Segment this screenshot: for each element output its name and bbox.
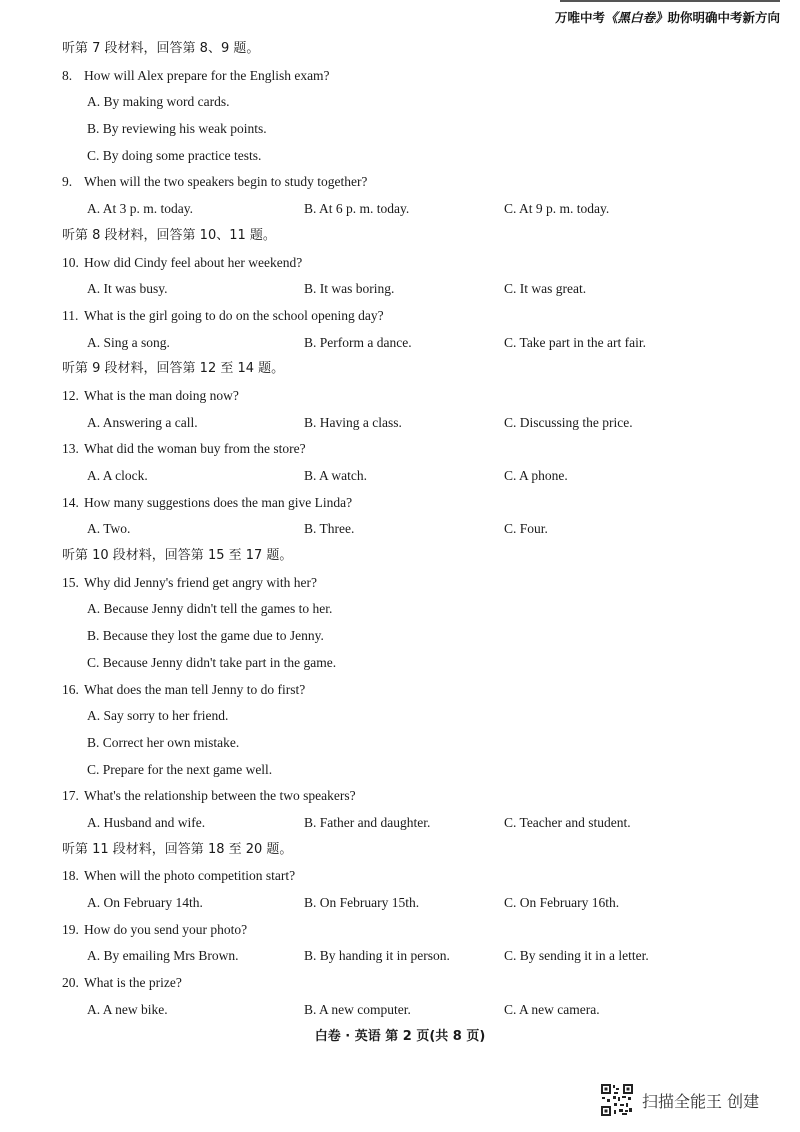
answer-option-b: B. On February 15th. (304, 895, 420, 910)
question (62, 677, 762, 704)
answer-option: A. Because Jenny didn't tell the games to her. (87, 601, 333, 617)
answer-option: B. Because they lost the game due to Jenny. (87, 628, 324, 644)
watermark-text: 扫描全能王 创建 (642, 1091, 760, 1111)
scanner-watermark (600, 1083, 759, 1117)
answer-option-c: C. A phone. (504, 468, 568, 483)
question-number: 15. (62, 574, 79, 590)
answer-options-row (62, 330, 762, 357)
answer-option-c: C. Discussing the price. (504, 414, 633, 430)
answer-options-row (62, 276, 762, 303)
answer-option-a: A. By emailing Mrs Brown. (87, 948, 239, 964)
answer-option-a: A. At 3 p. m. today. (87, 201, 193, 217)
question (62, 169, 762, 196)
section-heading: 听第 10 段材料，回答第 15 至 17 题。 (62, 548, 293, 564)
question-number: 18. (62, 868, 79, 884)
answer-option-c: C. By sending it in a letter. (504, 948, 649, 964)
question-text: What is the prize? (84, 975, 182, 991)
question-text: What does the man tell Jenny to do first? (84, 681, 306, 697)
question-number: 12. (62, 387, 79, 403)
question-number: 16. (62, 681, 79, 697)
answer-option-c: C. It was great. (504, 281, 587, 297)
question (62, 783, 762, 810)
answer-option-c: C. Four. (504, 521, 548, 537)
section-heading: 听第 7 段材料，回答第 8、9 题。 (62, 41, 260, 56)
answer-option-a: A. It was busy. (87, 281, 168, 297)
answer-option-c: C. Take part in the art fair. (504, 334, 647, 350)
answer-options-row (62, 410, 762, 437)
answer-option-b: B. It was boring. (304, 281, 395, 297)
answer-options-row (62, 810, 762, 837)
answer-option-c: C. On February 16th. (504, 895, 620, 910)
answer-option: C. Because Jenny didn't take part in the game. (87, 654, 337, 670)
question-text: When will the two speakers begin to study together? (84, 174, 368, 190)
question-number: 8. (62, 67, 73, 83)
question-text: How many suggestions does the man give Linda? (84, 494, 353, 510)
question-text: How will Alex prepare for the English exam? (84, 67, 330, 83)
question-text: What is the girl going to do on the school opening day? (84, 307, 384, 323)
answer-option-a: A. Sing a song. (87, 334, 170, 350)
brand-suffix: 助你明确中考新方向 (667, 10, 780, 25)
answer-option: B. By reviewing his weak points. (87, 121, 267, 137)
question (62, 436, 762, 463)
question-number: 17. (62, 788, 79, 804)
answer-option-b: B. A new computer. (304, 1001, 411, 1017)
answer-option: A. Say sorry to her friend. (87, 708, 229, 724)
question (62, 490, 762, 517)
answer-option-a: A. A clock. (87, 468, 148, 483)
page-footer: 白卷 · 英语 第 2 页(共 8 页) (314, 1029, 486, 1044)
answer-option-a: A. A new bike. (87, 1001, 168, 1017)
question-number: 9. (62, 174, 73, 190)
question (62, 63, 762, 90)
question (62, 383, 762, 410)
answer-option-c: C. Teacher and student. (504, 814, 631, 830)
question (62, 863, 762, 890)
question-number: 11. (62, 307, 79, 323)
question (62, 570, 762, 597)
answer-option-a: A. Two. (87, 521, 131, 537)
question-number: 20. (62, 975, 79, 991)
answer-options-row (62, 997, 762, 1024)
question (62, 303, 762, 330)
answer-option-c: C. A new camera. (504, 1001, 600, 1017)
answer-options-row (62, 516, 762, 543)
question-number: 13. (62, 441, 79, 457)
answer-option: C. Prepare for the next game well. (87, 761, 273, 777)
question-text: What's the relationship between the two speakers? (84, 788, 356, 804)
answer-option-a: A. Husband and wife. (87, 814, 206, 830)
answer-option-b: B. By handing it in person. (304, 948, 450, 964)
section-heading: 听第 9 段材料，回答第 12 至 14 题。 (62, 361, 285, 377)
brand-prefix: 万唯中考 (554, 10, 605, 25)
section-heading: 听第 8 段材料，回答第 10、11 题。 (62, 227, 276, 243)
answer-options-row (62, 943, 762, 970)
question-text: What is the man doing now? (84, 387, 239, 403)
answer-option-b: B. Father and daughter. (304, 814, 431, 830)
question-text: Why did Jenny's friend get angry with her? (84, 574, 317, 590)
brand-italic: 《黑白卷》 (604, 10, 668, 25)
question-number: 10. (62, 254, 79, 270)
answer-options-row (62, 890, 762, 917)
answer-option-b: B. Three. (304, 521, 355, 537)
question-text: How did Cindy feel about her weekend? (84, 254, 303, 270)
exam-content (62, 36, 762, 1023)
answer-option: A. By making word cards. (87, 94, 230, 110)
answer-option-b: B. Perform a dance. (304, 334, 412, 350)
section-heading: 听第 11 段材料，回答第 18 至 20 题。 (62, 841, 293, 857)
answer-option-b: B. At 6 p. m. today. (304, 201, 410, 217)
header-brand (555, 8, 780, 26)
qr-code-icon (600, 1083, 634, 1117)
question-text: How do you send your photo? (84, 921, 248, 937)
answer-option-c: C. At 9 p. m. today. (504, 201, 610, 217)
question-number: 14. (62, 494, 79, 510)
question (62, 250, 762, 277)
answer-option-b: B. Having a class. (304, 414, 402, 430)
answer-option-a: A. Answering a call. (87, 414, 198, 430)
question (62, 970, 762, 997)
question-text: What did the woman buy from the store? (84, 441, 306, 457)
answer-options-row (62, 463, 762, 490)
question (62, 917, 762, 944)
question-text: When will the photo competition start? (84, 868, 296, 884)
answer-option: C. By doing some practice tests. (87, 147, 262, 163)
answer-option: B. Correct her own mistake. (87, 734, 240, 750)
header-rule (560, 0, 780, 6)
answer-option-a: A. On February 14th. (87, 895, 203, 910)
answer-options-row (62, 196, 762, 223)
answer-option-b: B. A watch. (304, 468, 367, 483)
question-number: 19. (62, 921, 79, 937)
